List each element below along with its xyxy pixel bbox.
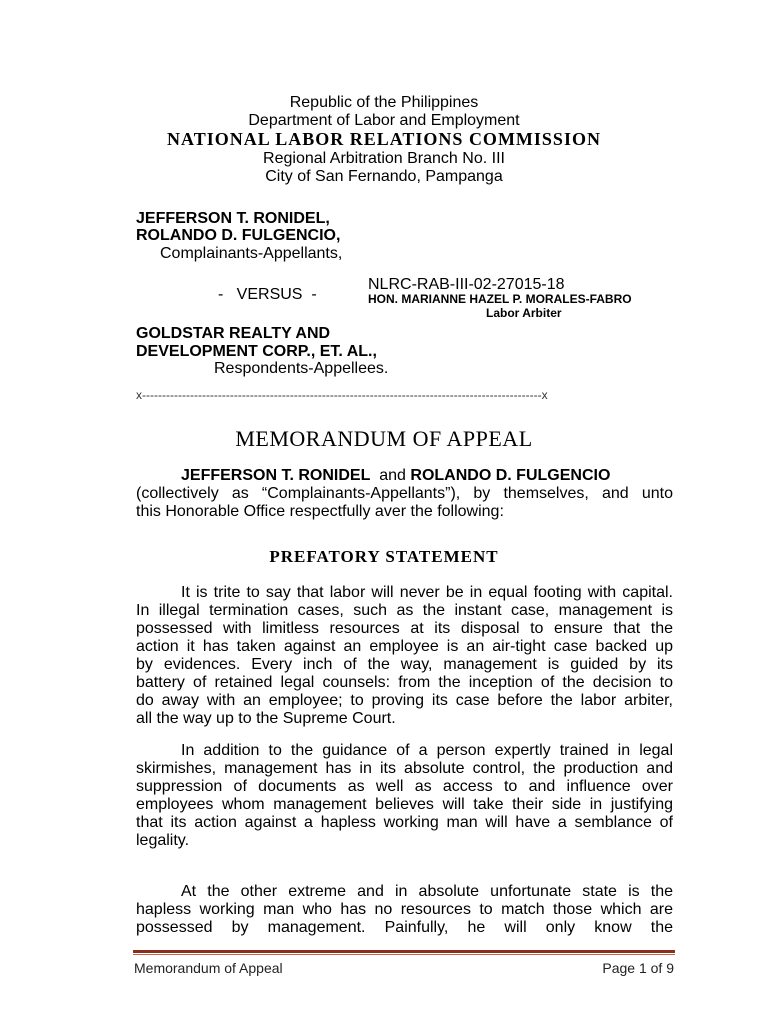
footer-rule-thin	[133, 954, 675, 955]
arbiter-name: HON. MARIANNE HAZEL P. MORALES-FABRO	[368, 292, 632, 306]
intro-and: and	[379, 467, 406, 484]
paragraph-line: by evidences. Every inch of the way, management is guided by its	[136, 656, 673, 673]
paragraph-line: It is trite to say that labor will never be in equal footing with capital.	[181, 584, 673, 601]
paragraph-line: In illegal termination cases, such as the instant case, management is	[136, 602, 673, 619]
respondents-role: Respondents-Appellees.	[214, 360, 389, 377]
footer-page-number: Page 1 of 9	[602, 960, 674, 976]
paragraph-line: legality.	[136, 832, 190, 849]
intro-name-2: ROLANDO D. FULGENCIO	[410, 467, 611, 484]
intro-paragraph	[136, 467, 673, 521]
paragraph-2	[136, 742, 673, 850]
caption-separator: x----------------------------------------------------------------------------------------------------x	[136, 388, 548, 402]
intro-line-1	[136, 467, 673, 485]
paragraph-line: employees whom management believes will take their side in justifying	[136, 796, 673, 813]
footer-rule-thick	[133, 950, 675, 953]
footer-document-name: Memorandum of Appeal	[134, 960, 283, 976]
paragraph-line: that its action against a hapless working man will have a semblance of	[136, 814, 673, 831]
header-commission: NATIONAL LABOR RELATIONS COMMISSION	[167, 129, 601, 149]
complainant-2: ROLANDO D. FULGENCIO,	[136, 227, 341, 244]
paragraph-line: possessed with limitless resources at its disposal to ensure that the	[136, 620, 673, 637]
paragraph-line: At the other extreme and in absolute unfortunate state is the	[181, 883, 673, 900]
paragraph-line: do away with an employee; to proving its case before the labor arbiter,	[136, 692, 673, 709]
arbiter-title: Labor Arbiter	[486, 306, 562, 320]
paragraph-line: battery of retained legal counsels: from the inception of the decision to	[136, 674, 673, 691]
paragraph-line: hapless working man who has no resources to match those which are	[136, 901, 673, 918]
paragraph-line: skirmishes, management has in its absolute control, the production and	[136, 760, 673, 777]
section-heading: PREFATORY STATEMENT	[269, 547, 499, 566]
header-department: Department of Labor and Employment	[248, 112, 520, 129]
paragraph-1	[136, 584, 673, 728]
case-number: NLRC-RAB-III-02-27015-18	[368, 276, 565, 293]
versus-label: - VERSUS -	[218, 286, 317, 303]
intro-line-2: (collectively as “Complainants-Appellants”), by themselves, and unto	[136, 485, 673, 502]
header-branch: Regional Arbitration Branch No. III	[263, 150, 505, 167]
paragraph-line: action it has taken against an employee is an air-tight case backed up	[136, 638, 673, 655]
paragraph-line: all the way up to the Supreme Court.	[136, 710, 396, 727]
header-city: City of San Fernando, Pampanga	[265, 168, 503, 185]
complainants-role: Complainants-Appellants,	[160, 245, 343, 262]
header-republic: Republic of the Philippines	[289, 94, 479, 111]
complainant-1: JEFFERSON T. RONIDEL,	[136, 210, 330, 227]
document-title: MEMORANDUM OF APPEAL	[235, 426, 533, 451]
respondent-1: GOLDSTAR REALTY AND	[136, 325, 331, 342]
respondent-2: DEVELOPMENT CORP., ET. AL.,	[136, 343, 377, 360]
paragraph-line: possessed by management. Painfully, he will only know the	[136, 919, 673, 936]
intro-name-1: JEFFERSON T. RONIDEL	[181, 467, 371, 484]
paragraph-line: suppression of documents as well as access to and influence over	[136, 778, 673, 795]
paragraph-line: In addition to the guidance of a person expertly trained in legal	[181, 742, 673, 759]
paragraph-3	[136, 883, 673, 937]
intro-line-3: this Honorable Office respectfully aver the following:	[136, 503, 504, 520]
